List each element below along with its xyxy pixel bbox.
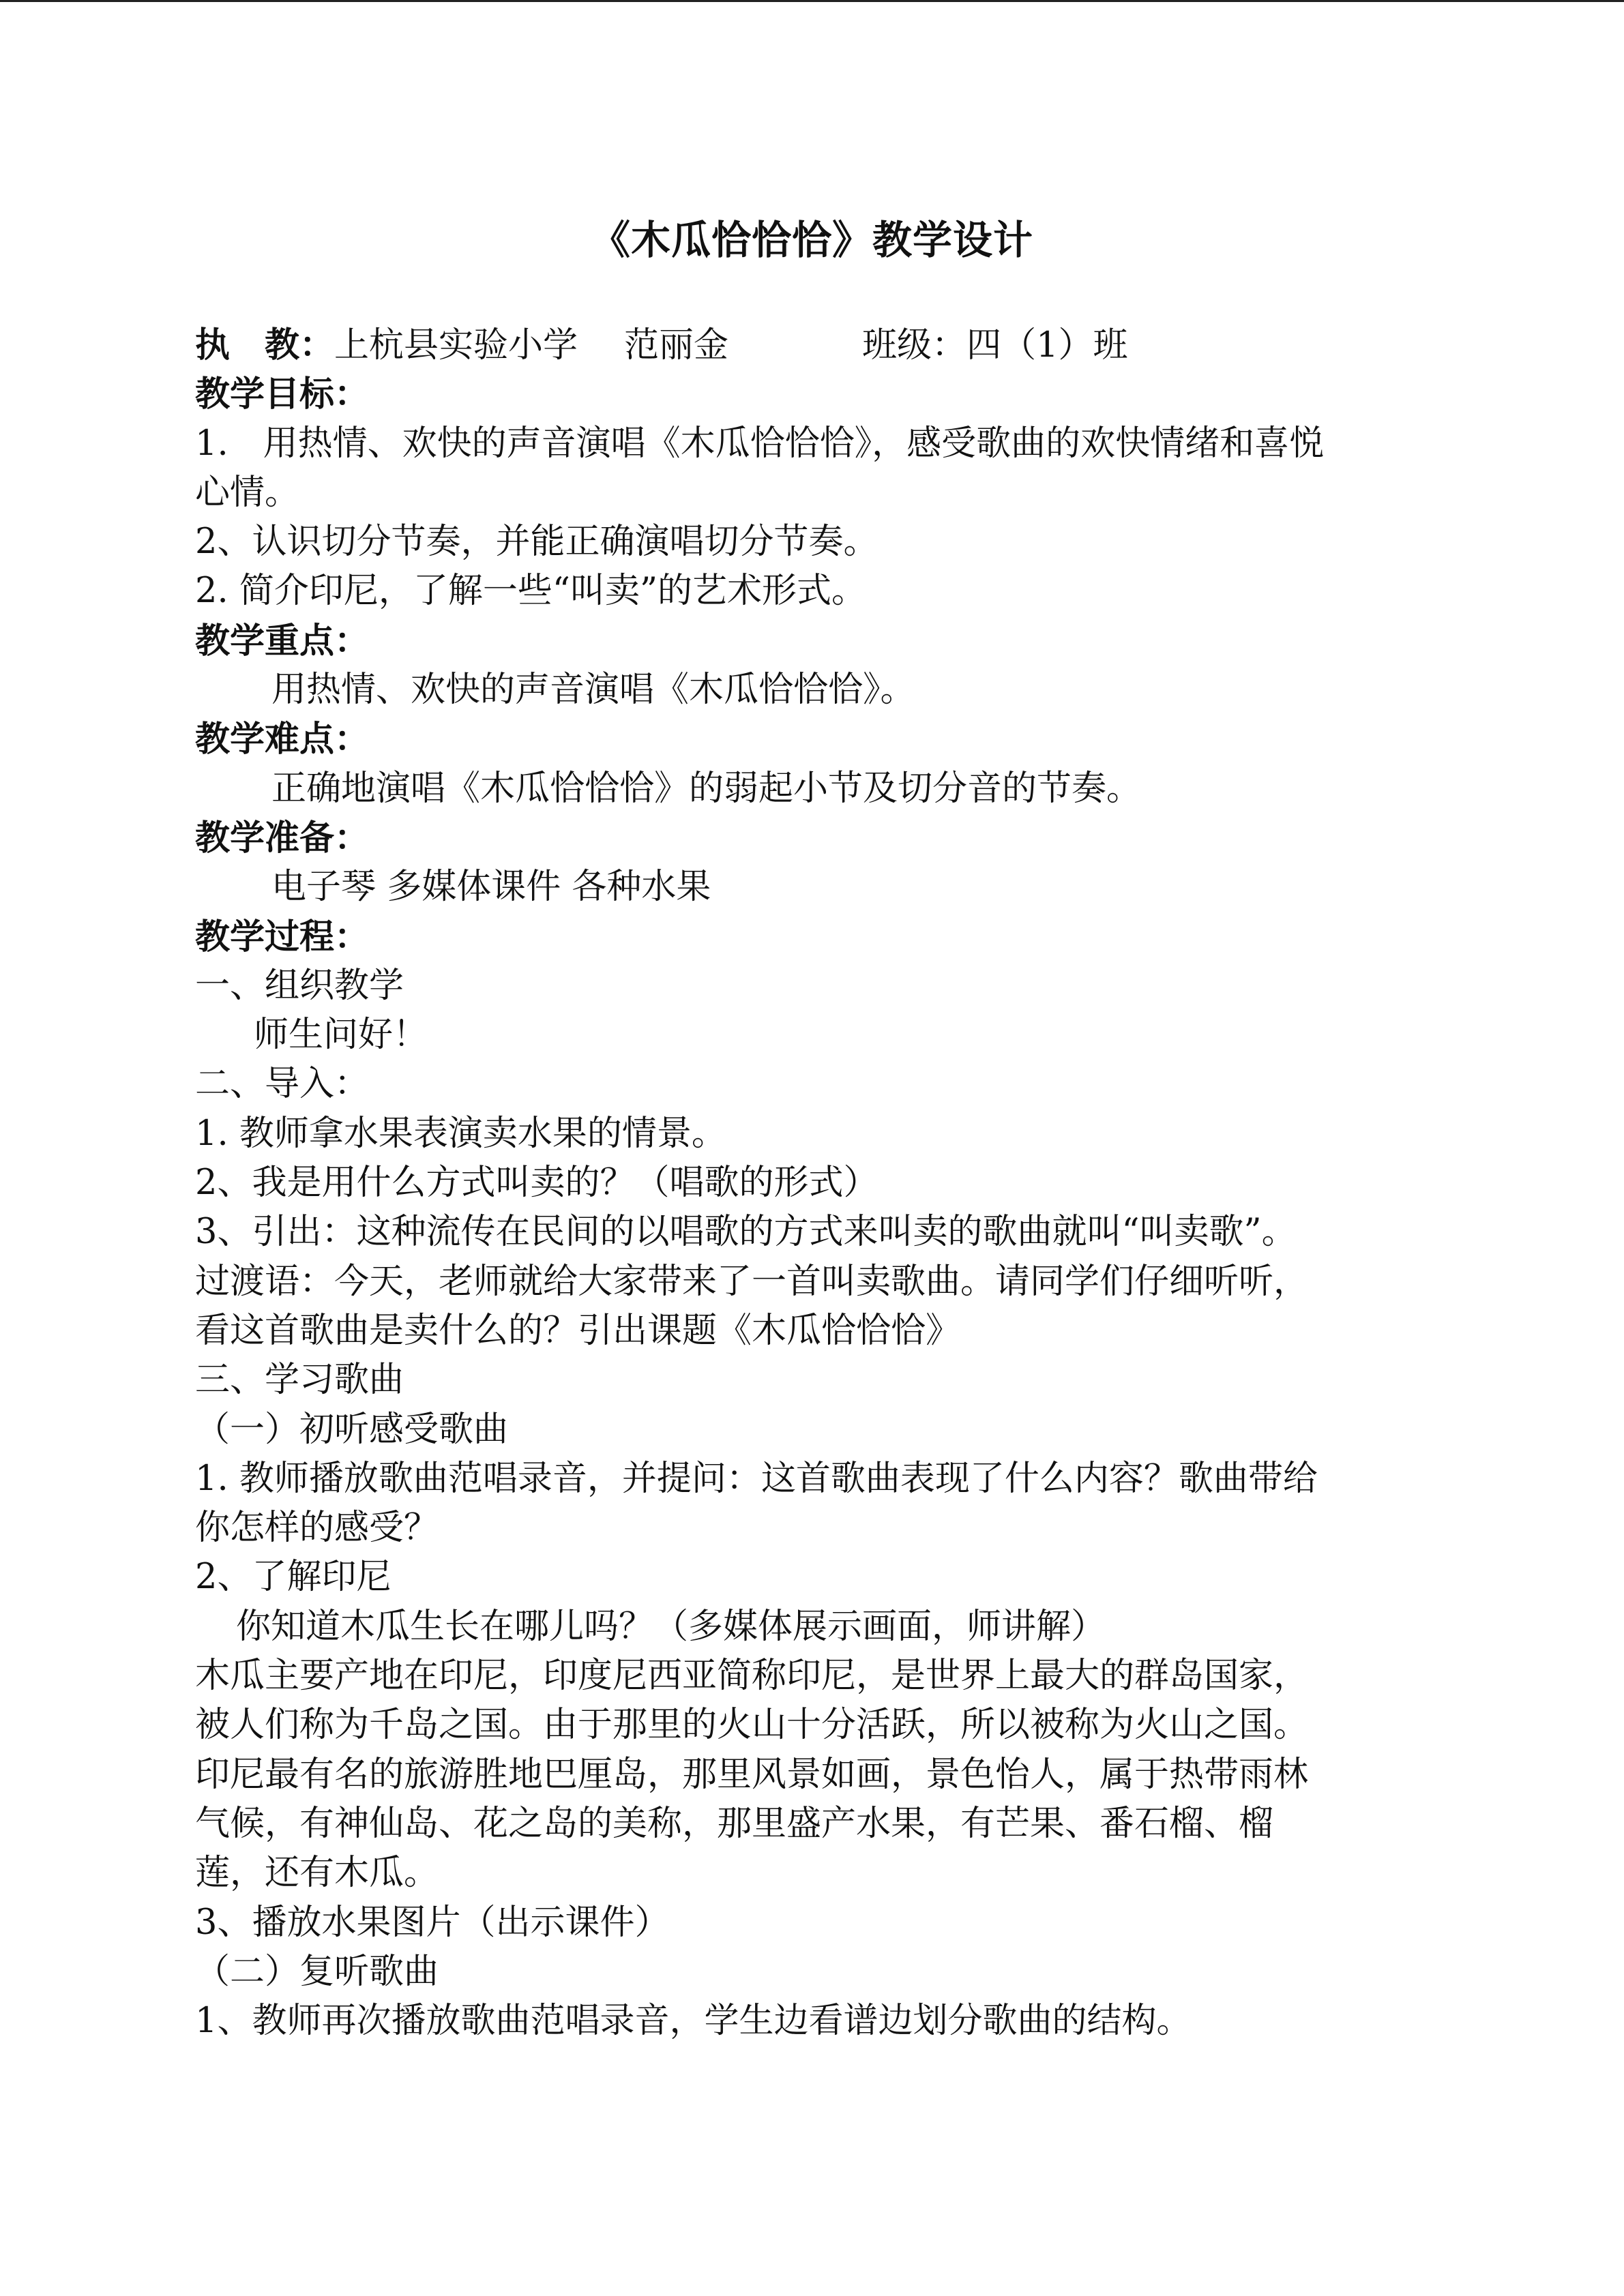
document-body	[195, 320, 1443, 2046]
process-line: 2、我是用什么方式叫卖的？（唱歌的形式）	[195, 1163, 879, 1204]
top-border-line	[0, 0, 1624, 2]
class-value: 四（1）班	[966, 325, 1128, 366]
teacher-line	[195, 320, 1443, 370]
difficulty-line: 正确地演唱《木瓜恰恰恰》的弱起小节及切分音的节奏。	[271, 768, 1142, 809]
process-line: 3、引出：这种流传在民间的以唱歌的方式来叫卖的歌曲就叫“叫卖歌”。	[195, 1212, 1297, 1253]
process-subheading: （一）初听感受歌曲	[195, 1409, 509, 1450]
process-line: 气候，有神仙岛、花之岛的美称，那里盛产水果，有芒果、番石榴、榴	[195, 1803, 1274, 1844]
section-heading-difficulties: 教学难点：	[195, 719, 370, 760]
process-line: 师生问好！	[254, 1015, 428, 1056]
preparation-line: 电子琴 多媒体课件 各种水果	[271, 867, 711, 908]
process-line: 过渡语：今天，老师就给大家带来了一首叫卖歌曲。请同学们仔细听听，	[195, 1261, 1309, 1302]
section-heading-process: 教学过程：	[195, 916, 370, 957]
process-step-heading: 一、组织教学	[195, 965, 404, 1006]
process-line: 印尼最有名的旅游胜地巴厘岛，那里风景如画，景色怡人，属于热带雨林	[195, 1754, 1309, 1795]
process-line: 1. 教师播放歌曲范唱录音，并提问：这首歌曲表现了什么内容？歌曲带给	[195, 1458, 1318, 1499]
teacher-label: 执 教：	[195, 325, 335, 366]
process-step-heading: 三、学习歌曲	[195, 1360, 404, 1401]
objective-line: 心情。	[195, 472, 300, 513]
process-line: 被人们称为千岛之国。由于那里的火山十分活跃，所以被称为火山之国。	[195, 1705, 1309, 1746]
objective-line: 2、认识切分节奏，并能正确演唱切分节奏。	[195, 522, 879, 563]
process-step-heading: 二、导入：	[195, 1064, 370, 1105]
section-heading-key-points: 教学重点：	[195, 620, 370, 661]
process-line: 1. 教师拿水果表演卖水果的情景。	[195, 1113, 726, 1154]
process-subheading: （二）复听歌曲	[195, 1951, 439, 1992]
objective-line: 2. 简介印尼，了解一些“叫卖”的艺术形式。	[195, 571, 867, 612]
document-title: 《木瓜恰恰恰》教学设计	[590, 217, 1033, 263]
key-point-line: 用热情、欢快的声音演唱《木瓜恰恰恰》。	[271, 670, 915, 711]
process-line: 你怎样的感受？	[195, 1508, 439, 1549]
section-heading-preparation: 教学准备：	[195, 817, 370, 859]
teacher-name: 范丽金	[624, 325, 729, 366]
process-line: 2、了解印尼	[195, 1557, 392, 1598]
process-line: 3、播放水果图片（出示课件）	[195, 1902, 670, 1943]
section-heading-objectives: 教学目标：	[195, 374, 370, 415]
class-label: 班级：	[862, 325, 967, 366]
process-line: 木瓜主要产地在印尼，印度尼西亚简称印尼，是世界上最大的群岛国家，	[195, 1656, 1309, 1697]
process-line: 莲，还有木瓜。	[195, 1853, 439, 1894]
school-name: 上杭县实验小学	[334, 325, 578, 366]
process-line: 你知道木瓜生长在哪儿吗？（多媒体展示画面，师讲解）	[236, 1606, 1106, 1647]
process-line: 看这首歌曲是卖什么的？引出课题《木瓜恰恰恰》	[195, 1310, 961, 1351]
objective-line: 1. 用热情、欢快的声音演唱《木瓜恰恰恰》，感受歌曲的欢快情绪和喜悦	[195, 423, 1325, 464]
process-line: 1、教师再次播放歌曲范唱录音，学生边看谱边划分歌曲的结构。	[195, 2001, 1192, 2042]
